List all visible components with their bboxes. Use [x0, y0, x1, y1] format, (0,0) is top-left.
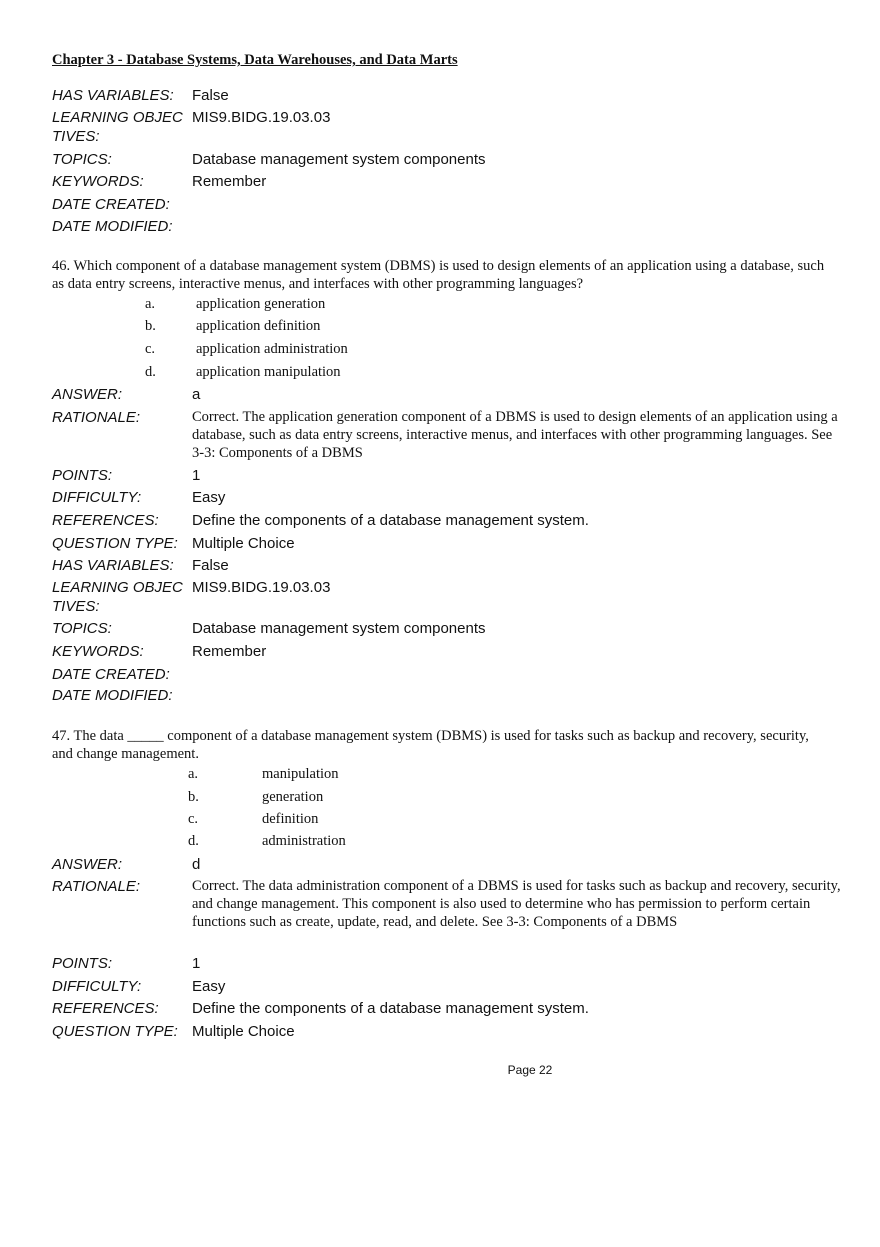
meta-value: Remember [192, 173, 267, 190]
choice-text: definition [262, 811, 319, 827]
meta-label: POINTS: [52, 955, 113, 972]
meta-label: DIFFICULTY: [52, 978, 142, 995]
meta-value: Define the components of a database management system. [192, 1000, 589, 1017]
meta-label: ANSWER: [52, 856, 123, 873]
meta-label: QUESTION TYPE: [52, 1023, 178, 1040]
meta-label: REFERENCES: [52, 512, 159, 529]
choice-letter: a. [188, 766, 199, 782]
meta-value: Easy [192, 978, 226, 995]
meta-value: MIS9.BIDG.19.03.03 [192, 579, 331, 596]
meta-value: MIS9.BIDG.19.03.03 [192, 109, 331, 126]
meta-label: RATIONALE: [52, 878, 141, 895]
meta-label: REFERENCES: [52, 1000, 159, 1017]
meta-label: QUESTION TYPE: [52, 535, 178, 552]
question-46-stem: 46. Which component of a database management system (DBMS) is used to design elements of an application using a database, such as data entry screens, interactive menus, and interfaces with other programming languages? [52, 258, 825, 292]
meta-label: HAS VARIABLES: [52, 557, 174, 574]
choice-letter: a. [145, 296, 156, 312]
meta-value: Database management system components [192, 620, 486, 637]
choice-text: application manipulation [196, 364, 341, 380]
meta-label: DATE CREATED: [52, 666, 170, 683]
meta-label: KEYWORDS: [52, 173, 144, 190]
meta-value: 1 [192, 467, 201, 484]
meta-label: LEARNING OBJEC TIVES: [52, 579, 183, 615]
meta-value: Multiple Choice [192, 1023, 295, 1040]
choice-text: application definition [196, 318, 321, 334]
meta-label: DATE MODIFIED: [52, 687, 173, 704]
choice-letter: c. [188, 811, 199, 827]
choice-letter: b. [145, 318, 156, 334]
meta-label: DATE MODIFIED: [52, 218, 173, 235]
chapter-title: Chapter 3 - Database Systems, Data Warehouses, and Data Marts [52, 52, 458, 68]
meta-label: DIFFICULTY: [52, 489, 142, 506]
choice-letter: d. [188, 833, 199, 849]
question-47-stem: 47. The data _____ component of a database management system (DBMS) is used for tasks such as backup and recovery, security, and change management. [52, 728, 809, 762]
choice-text: generation [262, 789, 324, 805]
meta-label: HAS VARIABLES: [52, 87, 174, 104]
choice-letter: d. [145, 364, 156, 380]
meta-label: POINTS: [52, 467, 113, 484]
meta-value: a [192, 386, 201, 403]
choice-text: application administration [196, 341, 348, 357]
choice-text: manipulation [262, 766, 339, 782]
meta-label: KEYWORDS: [52, 643, 144, 660]
meta-value: Define the components of a database management system. [192, 512, 589, 529]
meta-value: Database management system components [192, 151, 486, 168]
meta-label: TOPICS: [52, 620, 112, 637]
page-number: Page 22 [507, 1063, 553, 1077]
meta-value: 1 [192, 955, 201, 972]
meta-label: DATE CREATED: [52, 196, 170, 213]
meta-label: LEARNING OBJEC TIVES: [52, 109, 183, 145]
choice-text: administration [262, 833, 346, 849]
meta-value: Easy [192, 489, 226, 506]
choice-letter: c. [145, 341, 156, 357]
meta-value: False [192, 87, 229, 104]
meta-value: Correct. The application generation component of a DBMS is used to design elements of an application using a database, such as data entry screens, interactive menus, and interfaces with other programming languages. See 3-3: Components of a DBMS [192, 409, 838, 461]
meta-value: Correct. The data administration component of a DBMS is used for tasks such as backup and recovery, security, and change management. This component is also used to determine who has permission to perform certain functions such as create, update, read, and delete. See 3-3: Components of a DBMS [192, 878, 841, 930]
meta-value: Multiple Choice [192, 535, 295, 552]
meta-value: d [192, 856, 201, 873]
meta-value: Remember [192, 643, 267, 660]
choice-letter: b. [188, 789, 199, 805]
meta-label: ANSWER: [52, 386, 123, 403]
meta-label: TOPICS: [52, 151, 112, 168]
meta-label: RATIONALE: [52, 409, 141, 426]
choice-text: application generation [196, 296, 326, 312]
meta-value: False [192, 557, 229, 574]
